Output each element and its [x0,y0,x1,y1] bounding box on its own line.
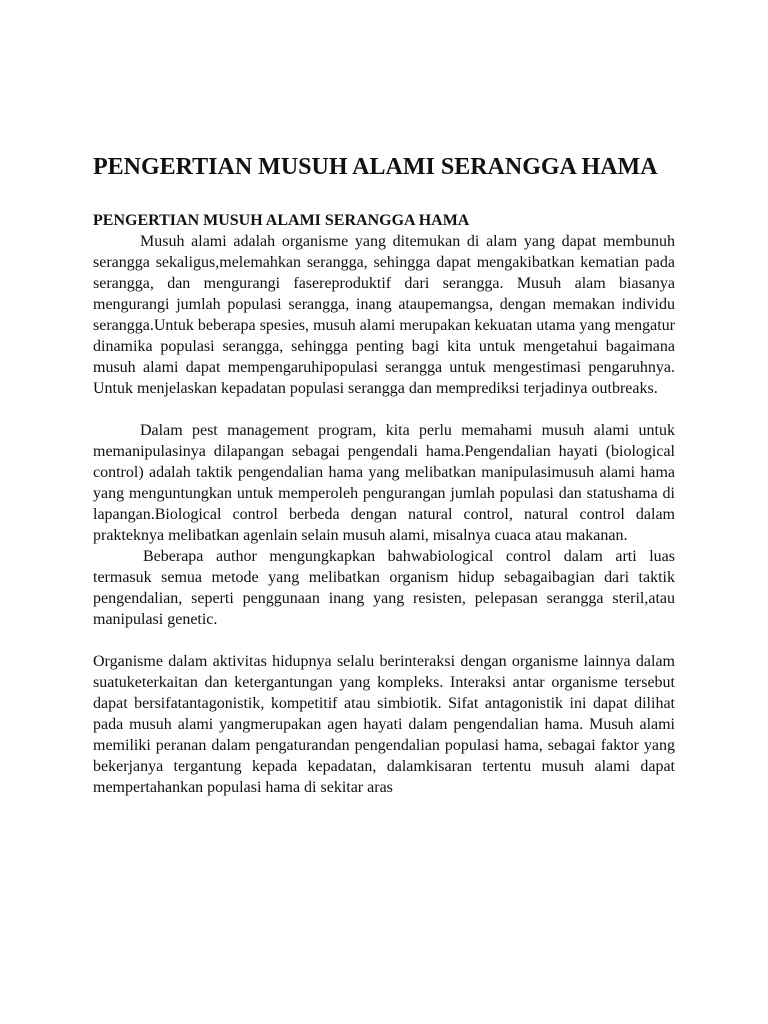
document-page [93,152,675,798]
paragraph-4: Organisme dalam aktivitas hidupnya selalu berinteraksi dengan organisme lainnya dalam suatuketerkaitan dan ketergantungan yang kompleks. Interaksi antar organisme tersebut dapat bersifatantagonistik, kompetitif atau simbiotik. Sifat antagonistik ini dapat dilihat pada musuh alami yangmerupakan agen hayati dalam pengendalian hama. Musuh alami memiliki peranan dalam pengaturandan pengendalian populasi hama, sebagai faktor yang bekerjanya tergantung kepada kepadatan, dalamkisaran tertentu musuh alami dapat mempertahankan populasi hama di sekitar aras [93,653,675,796]
paragraph-2: Dalam pest management program, kita perlu memahami musuh alami untuk memanipulasinya dilapangan sebagai pengendali hama.Pengendalian hayati (biological control) adalah taktik pengendalian hama yang melibatkan manipulasimusuh alami hama yang menguntungkan untuk memperoleh pengurangan jumlah populasi dan statushama di lapangan.Biological control berbeda dengan natural control, natural control dalam prakteknya melibatkan agenlain selain musuh alami, misalnya cuaca atau makanan. [93,422,675,544]
paragraph-1: Musuh alami adalah organisme yang ditemukan di alam yang dapat membunuh serangga sekaligus,melemahkan serangga, sehingga dapat mengakibatkan kematian pada serangga, dan mengurangi fasereproduktif dari serangga. Musuh alam biasanya mengurangi jumlah populasi serangga, inang ataupemangsa, dengan memakan individu serangga.Untuk beberapa spesies, musuh alami merupakan kekuatan utama yang mengatur dinamika populasi serangga, sehingga penting bagi kita untuk mengetahui bagaimana musuh alami dapat mempengaruhipopulasi serangga untuk mengestimasi pengaruhnya. Untuk menjelaskan kepadatan populasi serangga dan memprediksi terjadinya outbreaks. [93,233,675,397]
page-title: PENGERTIAN MUSUH ALAMI SERANGGA HAMA [93,154,658,180]
section-heading: PENGERTIAN MUSUH ALAMI SERANGGA HAMA [93,212,470,229]
paragraph-3: Beberapa author mengungkapkan bahwabiological control dalam arti luas termasuk semua metode yang melibatkan organism hidup sebagaibagian dari taktik pengendalian, seperti penggunaan inang yang resisten, pelepasan serangga steril,atau manipulasi genetic. [93,548,675,628]
